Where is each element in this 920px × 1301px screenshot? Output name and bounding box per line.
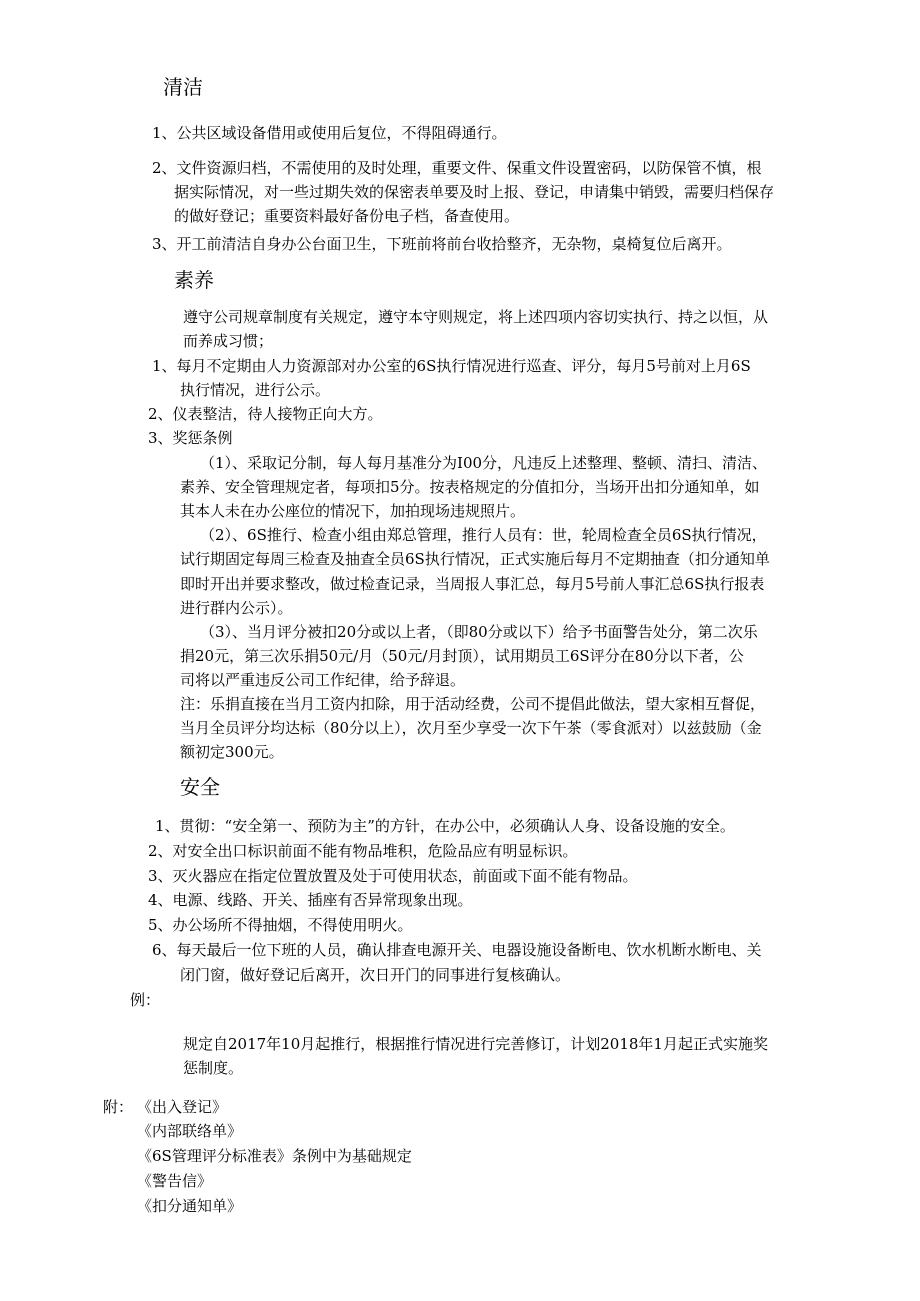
appendix-item: 《6S管理评分标准表》条例中为基础规定 bbox=[137, 1147, 412, 1165]
cultivation-intro-line1: 遵守公司规章制度有关规定，遵守本守则规定，将上述四项内容切实执行、持之以恒，从 bbox=[183, 308, 769, 326]
cleaning-item-2-line3: 的做好登记；重要资料最好备份电子档，备查使用。 bbox=[174, 207, 520, 225]
safety-item-6-line2: 闭门窗，做好登记后离开，次日开门的同事进行复核确认。 bbox=[180, 966, 571, 984]
rule-3-line3: 司将以严重违反公司工作纪律，给予辞退。 bbox=[180, 671, 466, 689]
rule-2-line1: （2）、6S推行、检查小组由郑总管理，推行人员有：世，轮周检查全员6S执行情况， bbox=[200, 526, 767, 544]
cultivation-item-1-line2: 执行情况，进行公示。 bbox=[180, 381, 331, 399]
appendix-item: 《扣分通知单》 bbox=[137, 1197, 243, 1215]
rule-2-line3: 即时开出并要求整改，做过检查记录，当周报人事汇总，每月5号前人事汇总6S执行报表 bbox=[180, 575, 765, 593]
schedule-line1: 规定自2017年10月起推行，根据推行情况进行完善修订，计划2018年1月起正式实施奖 bbox=[183, 1035, 768, 1053]
note-line3: 额初定300元。 bbox=[180, 743, 284, 761]
safety-item-2: 2、对安全出口标识前面不能有物品堆积，危险品应有明显标识。 bbox=[148, 842, 578, 860]
note-line2: 当月全员评分均达标（80分以上），次月至少享受一次下午茶（零食派对）以兹鼓励（金 bbox=[180, 719, 762, 737]
rule-3-line2: 捐20元，第三次乐捐50元/月（50元/月封顶），试用期员工6S评分在80分以下者，公 bbox=[180, 647, 744, 665]
safety-item-1: 1、贯彻：“安全第一、预防为主”的方针，在办公中，必须确认人身、设备设施的安全。 bbox=[155, 817, 735, 835]
appendix-label: 附： bbox=[103, 1098, 134, 1116]
section-heading-safety: 安全 bbox=[180, 775, 220, 799]
schedule-line2: 惩制度。 bbox=[183, 1059, 244, 1077]
section-heading-cleaning: 清洁 bbox=[163, 75, 203, 99]
rule-1-line1: （1）、采取记分制，每人每月基准分为I00分，凡违反上述整理、整顿、清扫、清洁、 bbox=[200, 454, 768, 472]
rule-2-line4: 进行群内公示）。 bbox=[180, 599, 293, 617]
rule-1-line2: 素养、安全管理规定者，每项扣5分。按表格规定的分值扣分，当场开出扣分通知单，如 bbox=[180, 478, 760, 496]
rule-3-line1: （3）、当月评分被扣20分或以上者，（即80分或以下）给予书面警告处分，第二次乐 bbox=[200, 623, 758, 641]
note-line1: 注：乐捐直接在当月工资内扣除，用于活动经费，公司不提倡此做法，望大家相互督促， bbox=[180, 695, 766, 713]
example-label: 例： bbox=[130, 991, 161, 1009]
cultivation-item-1-line1: 1、每月不定期由人力资源部对办公室的6S执行情况进行巡查、评分，每月5号前对上月6S bbox=[152, 357, 751, 375]
section-heading-cultivation: 素养 bbox=[174, 268, 214, 292]
rule-1-line3: 其本人未在办公座位的情况下，加拍现场违规照片。 bbox=[180, 502, 526, 520]
appendix-item: 《出入登记》 bbox=[137, 1098, 228, 1116]
cleaning-item-2-line1: 2、文件资源归档，不需使用的及时处理，重要文件、保重文件设置密码，以防保管不慎，根 bbox=[152, 159, 762, 177]
safety-item-3: 3、灭火器应在指定位置放置及处于可使用状态，前面或下面不能有物品。 bbox=[148, 867, 638, 885]
cleaning-item-2-line2: 据实际情况，对一些过期失效的保密表单要及时上报、登记，申请集中销毁，需要归档保存 bbox=[174, 183, 775, 201]
appendix-item: 《内部联络单》 bbox=[137, 1122, 243, 1140]
cultivation-item-3: 3、奖惩条例 bbox=[148, 429, 233, 447]
cleaning-item-3: 3、开工前清洁自身办公台面卫生，下班前将前台收拾整齐，无杂物，桌椅复位后离开。 bbox=[152, 235, 732, 253]
appendix-item: 《警告信》 bbox=[137, 1172, 213, 1190]
rule-2-line2: 试行期固定每周三检查及抽查全员6S执行情况，正式实施后每月不定期抽查（扣分通知单 bbox=[180, 550, 770, 568]
safety-item-6-line1: 6、每天最后一位下班的人员，确认排查电源开关、电器设施设备断电、饮水机断水断电、关 bbox=[152, 941, 762, 959]
safety-item-5: 5、办公场所不得抽烟，不得使用明火。 bbox=[148, 916, 413, 934]
cultivation-item-2: 2、仪表整洁，待人接物正向大方。 bbox=[148, 405, 383, 423]
cleaning-item-1: 1、公共区域设备借用或使用后复位，不得阻碍通行。 bbox=[152, 124, 507, 142]
safety-item-4: 4、电源、线路、开关、插座有否异常现象出现。 bbox=[148, 891, 473, 909]
cultivation-intro-line2: 而养成习惯； bbox=[183, 332, 274, 350]
